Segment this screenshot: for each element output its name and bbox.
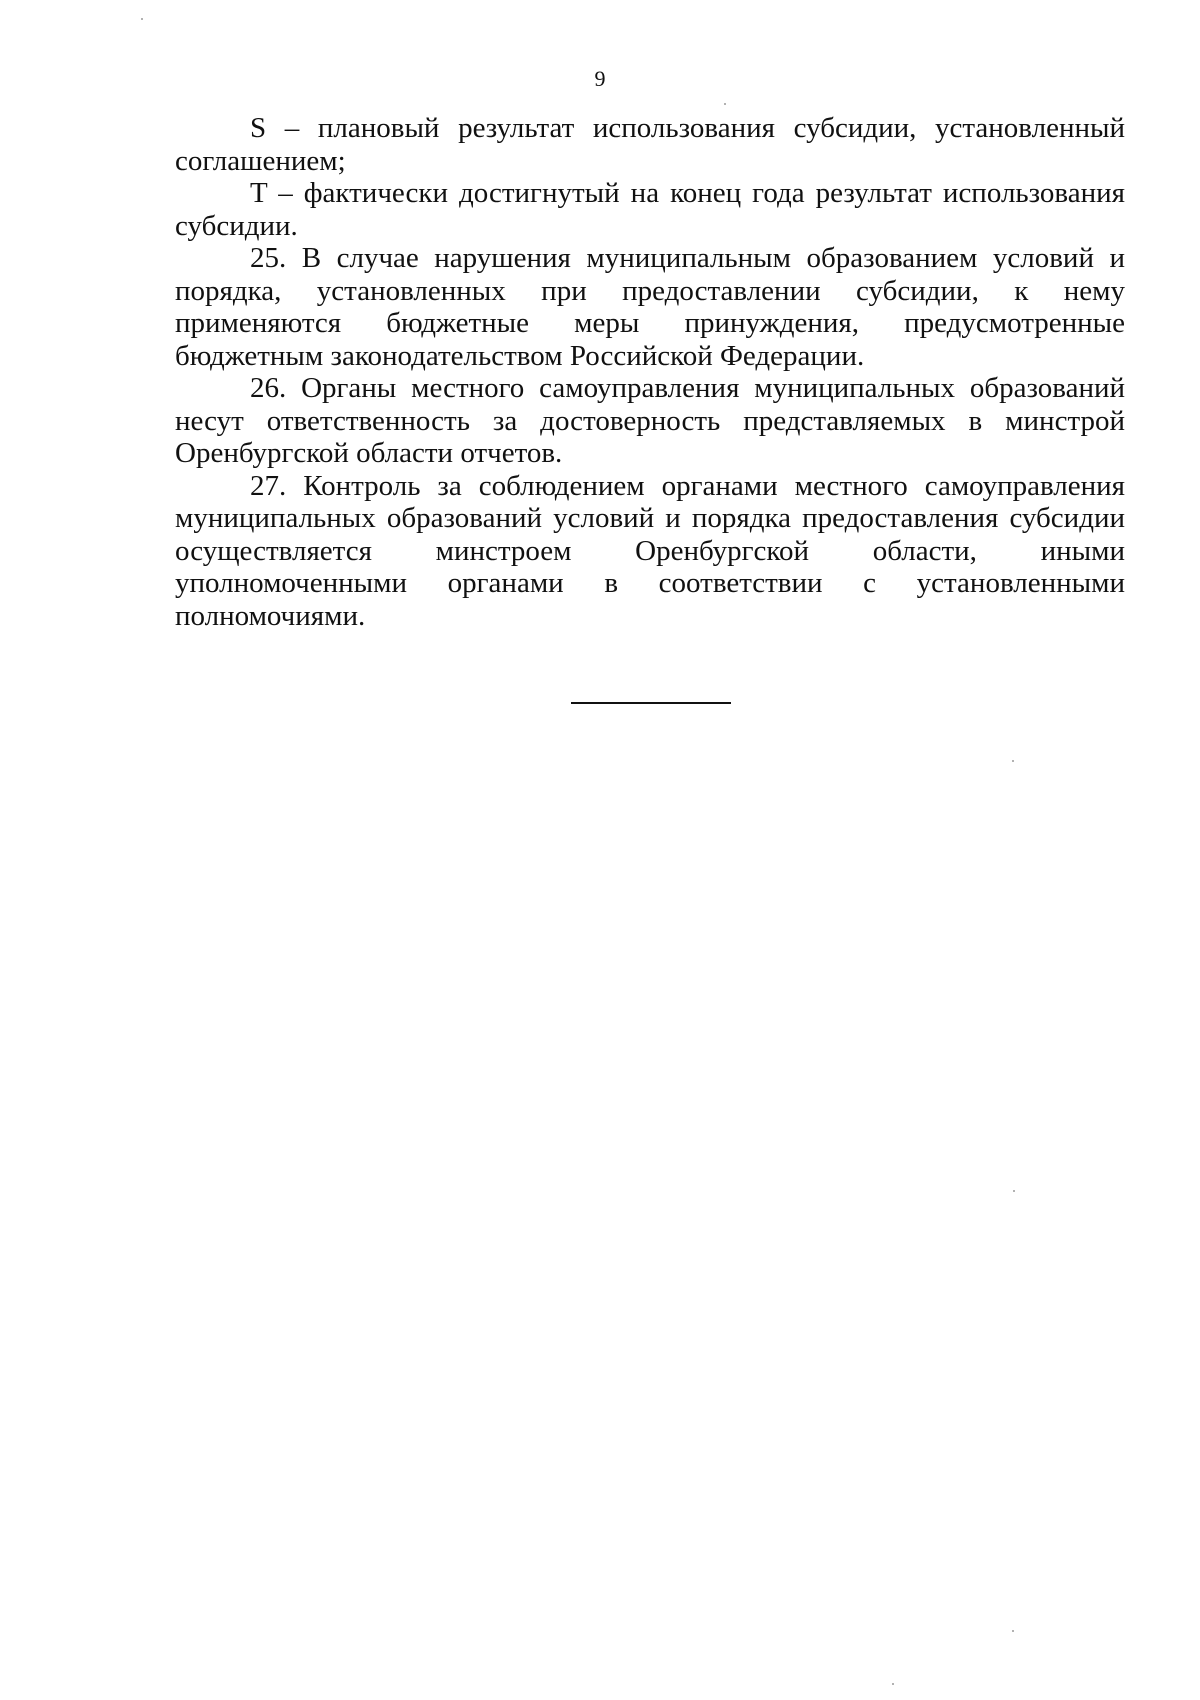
scan-speck	[1012, 1630, 1014, 1632]
paragraph-27: 27. Контроль за соблюдением органами местного самоуправления муниципальных образований условий и порядка предоставления субсидии осуществляется минстроем Оренбургской области, иными уполномоченными органами в соответствии с установленными полномочиями.	[175, 469, 1125, 632]
paragraph-25: 25. В случае нарушения муниципальным образованием условий и порядка, установленных при предоставлении субсидии, к нему применяются бюджетные меры принуждения, предусмотренные бюджетным законодательством Российской Федерации.	[175, 242, 1125, 372]
scan-speck	[1013, 1190, 1015, 1192]
scan-speck	[724, 103, 726, 105]
paragraph-s-definition: S – плановый результат использования субсидии, установленный соглашением;	[175, 112, 1125, 177]
paragraph-26: 26. Органы местного самоуправления муниципальных образований несут ответственность за достоверность представляемых в минстрой Оренбургской области отчетов.	[175, 372, 1125, 469]
page-number: 9	[594, 66, 606, 91]
scan-speck	[892, 1683, 894, 1685]
document-body	[175, 112, 1125, 632]
scan-speck	[1012, 760, 1014, 762]
scan-speck	[141, 18, 143, 20]
end-separator-line	[571, 702, 731, 704]
paragraph-t-definition: T – фактически достигнутый на конец года результат использования субсидии.	[175, 177, 1125, 242]
